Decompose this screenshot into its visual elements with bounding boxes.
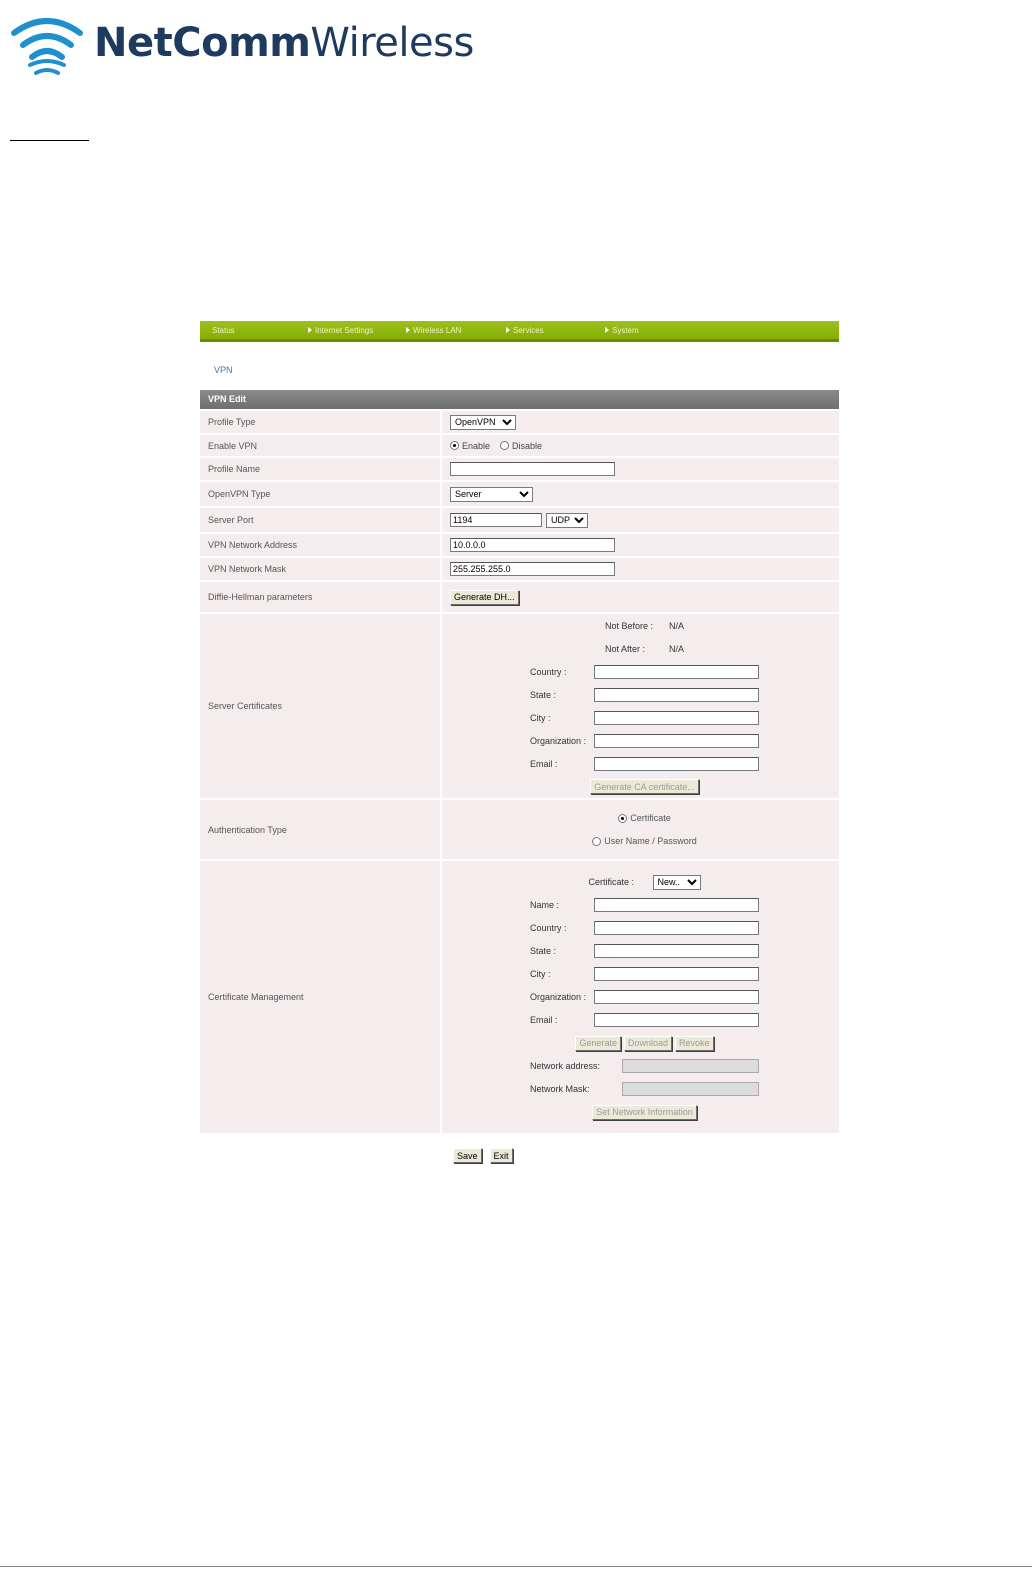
vpn-edit-form [200,411,839,1135]
row-vpn-network-address [200,534,839,558]
row-profile-type [200,411,839,435]
row-diffie-hellman [200,582,839,614]
cert-organization-input[interactable] [594,990,759,1004]
generate-button[interactable]: Generate [575,1036,621,1051]
vpn-network-address-input[interactable] [450,538,615,552]
row-server-certificates [200,614,839,800]
nav-item-internet-settings[interactable]: Internet Settings [308,321,406,339]
certificate-select-label: Certificate : [588,877,635,887]
network-mask-input[interactable] [622,1082,759,1096]
server-email-label: Email : [530,758,558,769]
generate-dh-button[interactable]: Generate DH... [450,590,519,605]
certificate-select[interactable] [653,875,701,890]
page-footer-rule [0,1566,1032,1567]
form-actions [453,1148,513,1163]
authentication-type-label: Authentication Type [200,800,442,859]
not-after-label: Not After : [604,643,646,654]
server-country-input[interactable] [594,665,759,679]
server-port-label: Server Port [200,508,442,532]
exit-button[interactable]: Exit [490,1148,513,1163]
wifi-logo-icon [8,11,86,75]
server-port-input[interactable] [450,513,542,527]
row-authentication-type [200,800,839,861]
network-address-input[interactable] [622,1059,759,1073]
cert-state-label: State : [530,946,557,956]
download-button[interactable]: Download [624,1036,672,1051]
netcomm-logo [8,8,474,78]
vpn-network-address-label: VPN Network Address [200,534,442,556]
cert-name-input[interactable] [594,898,759,912]
breadcrumb[interactable]: VPN [214,365,233,375]
enable-vpn-label: Enable VPN [200,435,442,456]
not-before-label: Not Before : [604,620,654,631]
row-certificate-management [200,861,839,1135]
server-country-label: Country : [530,666,567,677]
nav-item-system[interactable]: System [605,321,695,339]
triangle-right-icon [605,327,609,333]
row-server-port [200,508,839,534]
network-address-label: Network address: [530,1061,601,1071]
cert-city-input[interactable] [594,967,759,981]
cert-organization-label: Organization : [530,992,587,1002]
auth-username-password-radio[interactable] [592,837,601,846]
section-title: VPN Edit [200,390,839,409]
row-profile-name [200,458,839,482]
row-vpn-network-mask [200,558,839,582]
not-before-value: N/A [668,620,684,631]
set-network-information-button[interactable]: Set Network Information [592,1105,697,1120]
cert-country-label: Country : [530,923,567,933]
openvpn-type-select[interactable] [450,487,533,502]
certificate-management-label: Certificate Management [200,861,442,1133]
nav-item-wireless-lan[interactable]: Wireless LAN [406,321,506,339]
revoke-button[interactable]: Revoke [675,1036,714,1051]
server-city-label: City : [530,712,551,723]
profile-name-input[interactable] [450,462,615,476]
nav-item-services[interactable]: Services [506,321,605,339]
disable-radio[interactable] [500,441,509,450]
protocol-select[interactable] [546,513,588,528]
router-web-ui [200,321,839,1171]
cert-email-input[interactable] [594,1013,759,1027]
brand-wordmark: NetCommWireless [94,20,474,66]
triangle-right-icon [406,327,410,333]
enable-radio[interactable] [450,441,459,450]
vpn-network-mask-input[interactable] [450,562,615,576]
server-organization-label: Organization : [530,735,587,746]
row-openvpn-type [200,482,839,508]
disable-radio-label: Disable [512,440,543,451]
cert-name-label: Name : [530,900,560,910]
server-state-label: State : [530,689,557,700]
server-state-input[interactable] [594,688,759,702]
profile-type-select[interactable] [450,415,516,430]
generate-ca-certificate-button[interactable]: Generate CA certificate... [590,779,699,794]
triangle-right-icon [308,327,312,333]
openvpn-type-label: OpenVPN Type [200,482,442,506]
network-mask-label: Network Mask: [530,1084,590,1094]
profile-name-label: Profile Name [200,458,442,480]
nav-item-status[interactable]: Status [212,325,235,335]
cert-city-label: City : [530,969,551,979]
server-city-input[interactable] [594,711,759,725]
dh-label: Diffie-Hellman parameters [200,582,442,612]
server-organization-input[interactable] [594,734,759,748]
auth-username-password-label: User Name / Password [604,836,697,846]
auth-certificate-radio[interactable] [618,814,627,823]
profile-type-label: Profile Type [200,411,442,433]
cert-state-input[interactable] [594,944,759,958]
enable-radio-label: Enable [462,440,491,451]
decorative-underline [10,140,89,141]
cert-email-label: Email : [530,1015,558,1025]
save-button[interactable]: Save [453,1148,482,1163]
auth-certificate-label: Certificate [630,813,671,823]
server-certificates-label: Server Certificates [200,614,442,798]
row-enable-vpn [200,435,839,458]
cert-country-input[interactable] [594,921,759,935]
triangle-right-icon [506,327,510,333]
server-email-input[interactable] [594,757,759,771]
not-after-value: N/A [668,643,684,654]
vpn-network-mask-label: VPN Network Mask [200,558,442,580]
top-nav-bar [200,321,839,342]
